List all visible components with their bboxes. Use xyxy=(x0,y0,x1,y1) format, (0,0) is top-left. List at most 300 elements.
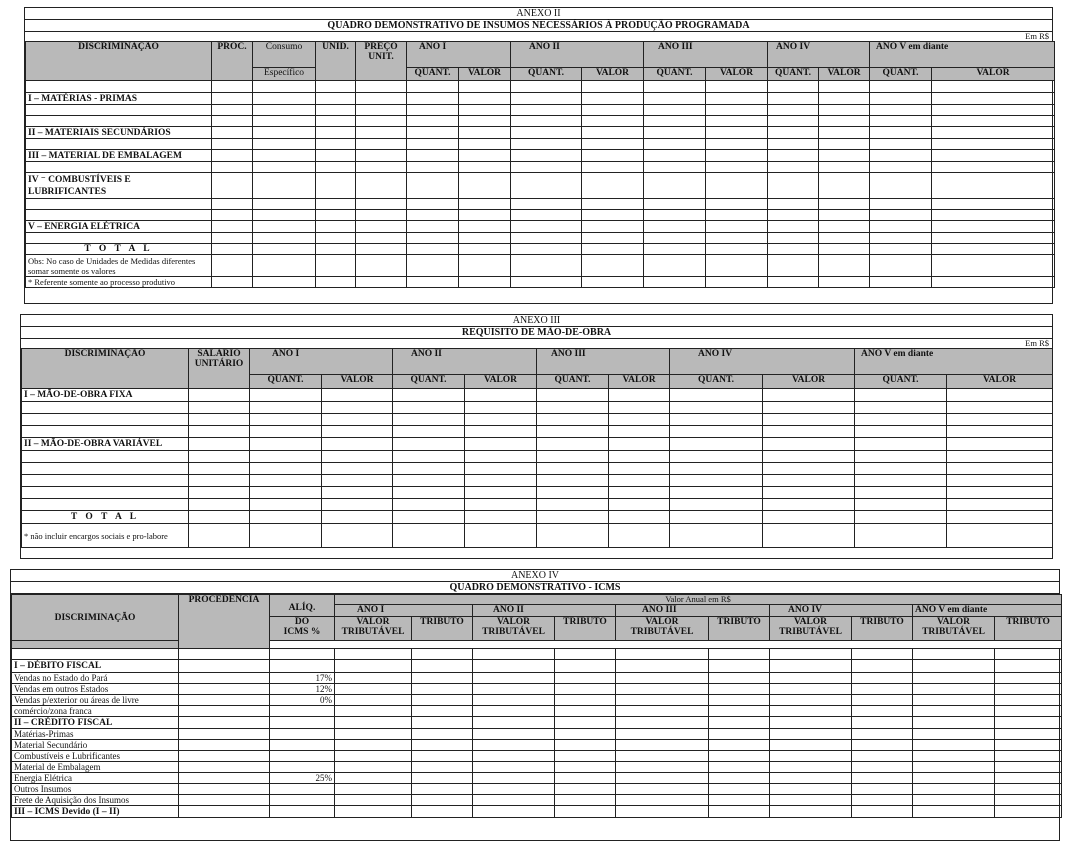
input-cell[interactable] xyxy=(407,173,459,199)
input-cell[interactable] xyxy=(322,451,393,463)
input-cell[interactable] xyxy=(555,649,616,660)
input-cell[interactable] xyxy=(212,233,253,244)
input-cell[interactable] xyxy=(947,451,1053,463)
input-cell[interactable] xyxy=(537,414,609,426)
input-cell[interactable] xyxy=(819,233,870,244)
input-cell[interactable] xyxy=(609,475,670,487)
input-cell[interactable] xyxy=(644,150,706,162)
input-cell[interactable] xyxy=(393,524,465,548)
input-cell[interactable] xyxy=(768,199,819,210)
input-cell[interactable] xyxy=(709,729,770,740)
input-cell[interactable] xyxy=(316,127,356,139)
input-cell[interactable] xyxy=(616,751,709,762)
input-cell[interactable] xyxy=(537,475,609,487)
input-cell[interactable] xyxy=(768,233,819,244)
input-cell[interactable] xyxy=(870,244,932,255)
input-cell[interactable] xyxy=(537,511,609,524)
input-cell[interactable] xyxy=(706,221,768,233)
input-cell[interactable] xyxy=(473,706,555,717)
input-cell[interactable] xyxy=(706,233,768,244)
input-cell[interactable] xyxy=(582,139,644,150)
input-cell[interactable] xyxy=(407,105,459,116)
input-cell[interactable] xyxy=(855,451,947,463)
input-cell[interactable] xyxy=(709,695,770,706)
input-cell[interactable] xyxy=(511,173,582,199)
input-cell[interactable] xyxy=(644,221,706,233)
input-cell[interactable] xyxy=(670,451,763,463)
input-cell[interactable] xyxy=(316,277,356,288)
input-cell[interactable] xyxy=(316,116,356,127)
input-cell[interactable] xyxy=(770,660,852,673)
input-cell[interactable] xyxy=(459,199,511,210)
input-cell[interactable] xyxy=(995,717,1062,729)
input-cell[interactable] xyxy=(582,162,644,173)
input-cell[interactable] xyxy=(616,762,709,773)
input-cell[interactable] xyxy=(852,729,913,740)
input-cell[interactable] xyxy=(253,210,316,221)
input-cell[interactable] xyxy=(393,438,465,451)
input-cell[interactable] xyxy=(253,173,316,199)
input-cell[interactable] xyxy=(706,162,768,173)
input-cell[interactable] xyxy=(511,255,582,277)
input-cell[interactable] xyxy=(609,487,670,499)
input-cell[interactable] xyxy=(511,162,582,173)
input-cell[interactable] xyxy=(511,105,582,116)
input-cell[interactable] xyxy=(250,487,322,499)
input-cell[interactable] xyxy=(407,244,459,255)
input-cell[interactable] xyxy=(459,150,511,162)
input-cell[interactable] xyxy=(473,684,555,695)
input-cell[interactable] xyxy=(852,806,913,818)
input-cell[interactable] xyxy=(609,426,670,438)
input-cell[interactable] xyxy=(322,438,393,451)
input-cell[interactable] xyxy=(932,233,1055,244)
input-cell[interactable] xyxy=(855,511,947,524)
input-cell[interactable] xyxy=(870,277,932,288)
input-cell[interactable] xyxy=(913,740,995,751)
input-cell[interactable] xyxy=(537,499,609,511)
input-cell[interactable] xyxy=(212,116,253,127)
input-cell[interactable] xyxy=(465,463,537,475)
input-cell[interactable] xyxy=(763,389,855,402)
input-cell[interactable] xyxy=(819,210,870,221)
input-cell[interactable] xyxy=(913,684,995,695)
input-cell[interactable] xyxy=(913,773,995,784)
input-cell[interactable] xyxy=(644,244,706,255)
input-cell[interactable] xyxy=(250,499,322,511)
input-cell[interactable] xyxy=(555,660,616,673)
input-cell[interactable] xyxy=(947,426,1053,438)
input-cell[interactable] xyxy=(947,499,1053,511)
input-cell[interactable] xyxy=(995,762,1062,773)
input-cell[interactable] xyxy=(212,81,253,93)
input-cell[interactable] xyxy=(709,649,770,660)
input-cell[interactable] xyxy=(819,116,870,127)
input-cell[interactable] xyxy=(855,426,947,438)
input-cell[interactable] xyxy=(412,673,473,684)
input-cell[interactable] xyxy=(189,463,250,475)
input-cell[interactable] xyxy=(932,244,1055,255)
input-cell[interactable] xyxy=(852,717,913,729)
input-cell[interactable] xyxy=(322,499,393,511)
input-cell[interactable] xyxy=(616,729,709,740)
input-cell[interactable] xyxy=(335,649,412,660)
input-cell[interactable] xyxy=(995,795,1062,806)
input-cell[interactable] xyxy=(670,475,763,487)
input-cell[interactable] xyxy=(609,438,670,451)
input-cell[interactable] xyxy=(706,127,768,139)
input-cell[interactable] xyxy=(393,389,465,402)
input-cell[interactable] xyxy=(616,784,709,795)
input-cell[interactable] xyxy=(768,93,819,105)
input-cell[interactable] xyxy=(709,784,770,795)
input-cell[interactable] xyxy=(473,729,555,740)
input-cell[interactable] xyxy=(995,660,1062,673)
input-cell[interactable] xyxy=(555,784,616,795)
input-cell[interactable] xyxy=(407,116,459,127)
input-cell[interactable] xyxy=(947,414,1053,426)
input-cell[interactable] xyxy=(189,402,250,414)
input-cell[interactable] xyxy=(770,740,852,751)
input-cell[interactable] xyxy=(870,233,932,244)
input-cell[interactable] xyxy=(819,244,870,255)
input-cell[interactable] xyxy=(932,162,1055,173)
input-cell[interactable] xyxy=(473,773,555,784)
input-cell[interactable] xyxy=(511,221,582,233)
input-cell[interactable] xyxy=(465,438,537,451)
procedencia-cell[interactable] xyxy=(179,660,270,673)
input-cell[interactable] xyxy=(582,173,644,199)
input-cell[interactable] xyxy=(335,695,412,706)
input-cell[interactable] xyxy=(555,717,616,729)
input-cell[interactable] xyxy=(393,426,465,438)
input-cell[interactable] xyxy=(709,795,770,806)
input-cell[interactable] xyxy=(356,255,407,277)
input-cell[interactable] xyxy=(212,173,253,199)
input-cell[interactable] xyxy=(253,221,316,233)
input-cell[interactable] xyxy=(322,511,393,524)
input-cell[interactable] xyxy=(473,660,555,673)
input-cell[interactable] xyxy=(253,105,316,116)
input-cell[interactable] xyxy=(555,773,616,784)
input-cell[interactable] xyxy=(253,162,316,173)
input-cell[interactable] xyxy=(407,162,459,173)
input-cell[interactable] xyxy=(870,255,932,277)
input-cell[interactable] xyxy=(555,684,616,695)
input-cell[interactable] xyxy=(412,773,473,784)
input-cell[interactable] xyxy=(459,139,511,150)
input-cell[interactable] xyxy=(947,487,1053,499)
input-cell[interactable] xyxy=(768,277,819,288)
input-cell[interactable] xyxy=(250,426,322,438)
input-cell[interactable] xyxy=(670,463,763,475)
input-cell[interactable] xyxy=(852,773,913,784)
input-cell[interactable] xyxy=(335,773,412,784)
input-cell[interactable] xyxy=(537,402,609,414)
input-cell[interactable] xyxy=(819,139,870,150)
input-cell[interactable] xyxy=(709,740,770,751)
input-cell[interactable] xyxy=(335,706,412,717)
input-cell[interactable] xyxy=(644,93,706,105)
input-cell[interactable] xyxy=(189,451,250,463)
input-cell[interactable] xyxy=(253,127,316,139)
input-cell[interactable] xyxy=(335,795,412,806)
procedencia-cell[interactable] xyxy=(179,729,270,740)
input-cell[interactable] xyxy=(393,414,465,426)
input-cell[interactable] xyxy=(932,173,1055,199)
input-cell[interactable] xyxy=(644,81,706,93)
input-cell[interactable] xyxy=(356,233,407,244)
input-cell[interactable] xyxy=(459,210,511,221)
input-cell[interactable] xyxy=(356,105,407,116)
input-cell[interactable] xyxy=(855,389,947,402)
input-cell[interactable] xyxy=(855,524,947,548)
input-cell[interactable] xyxy=(763,475,855,487)
input-cell[interactable] xyxy=(189,414,250,426)
input-cell[interactable] xyxy=(412,684,473,695)
input-cell[interactable] xyxy=(644,233,706,244)
input-cell[interactable] xyxy=(356,127,407,139)
procedencia-cell[interactable] xyxy=(179,795,270,806)
procedencia-cell[interactable] xyxy=(179,751,270,762)
input-cell[interactable] xyxy=(770,751,852,762)
input-cell[interactable] xyxy=(706,93,768,105)
input-cell[interactable] xyxy=(253,139,316,150)
procedencia-cell[interactable] xyxy=(179,695,270,706)
input-cell[interactable] xyxy=(995,695,1062,706)
input-cell[interactable] xyxy=(537,487,609,499)
input-cell[interactable] xyxy=(582,277,644,288)
input-cell[interactable] xyxy=(932,93,1055,105)
input-cell[interactable] xyxy=(932,150,1055,162)
input-cell[interactable] xyxy=(316,162,356,173)
procedencia-cell[interactable] xyxy=(179,684,270,695)
input-cell[interactable] xyxy=(709,673,770,684)
input-cell[interactable] xyxy=(250,402,322,414)
input-cell[interactable] xyxy=(253,244,316,255)
input-cell[interactable] xyxy=(855,487,947,499)
input-cell[interactable] xyxy=(616,660,709,673)
input-cell[interactable] xyxy=(670,402,763,414)
input-cell[interactable] xyxy=(670,511,763,524)
input-cell[interactable] xyxy=(459,221,511,233)
input-cell[interactable] xyxy=(473,695,555,706)
input-cell[interactable] xyxy=(609,511,670,524)
input-cell[interactable] xyxy=(947,402,1053,414)
input-cell[interactable] xyxy=(212,244,253,255)
input-cell[interactable] xyxy=(393,451,465,463)
input-cell[interactable] xyxy=(770,806,852,818)
input-cell[interactable] xyxy=(870,173,932,199)
input-cell[interactable] xyxy=(768,81,819,93)
input-cell[interactable] xyxy=(356,199,407,210)
input-cell[interactable] xyxy=(913,717,995,729)
input-cell[interactable] xyxy=(316,210,356,221)
input-cell[interactable] xyxy=(768,255,819,277)
input-cell[interactable] xyxy=(763,463,855,475)
input-cell[interactable] xyxy=(913,762,995,773)
input-cell[interactable] xyxy=(407,199,459,210)
input-cell[interactable] xyxy=(913,795,995,806)
procedencia-cell[interactable] xyxy=(179,706,270,717)
input-cell[interactable] xyxy=(316,221,356,233)
input-cell[interactable] xyxy=(189,524,250,548)
input-cell[interactable] xyxy=(852,784,913,795)
input-cell[interactable] xyxy=(412,717,473,729)
input-cell[interactable] xyxy=(511,233,582,244)
input-cell[interactable] xyxy=(212,221,253,233)
input-cell[interactable] xyxy=(768,244,819,255)
input-cell[interactable] xyxy=(412,660,473,673)
input-cell[interactable] xyxy=(852,684,913,695)
input-cell[interactable] xyxy=(670,389,763,402)
input-cell[interactable] xyxy=(537,438,609,451)
input-cell[interactable] xyxy=(316,81,356,93)
input-cell[interactable] xyxy=(582,81,644,93)
input-cell[interactable] xyxy=(253,199,316,210)
input-cell[interactable] xyxy=(616,717,709,729)
input-cell[interactable] xyxy=(644,105,706,116)
input-cell[interactable] xyxy=(356,116,407,127)
input-cell[interactable] xyxy=(335,729,412,740)
input-cell[interactable] xyxy=(189,499,250,511)
input-cell[interactable] xyxy=(870,127,932,139)
input-cell[interactable] xyxy=(706,244,768,255)
input-cell[interactable] xyxy=(356,162,407,173)
input-cell[interactable] xyxy=(706,116,768,127)
input-cell[interactable] xyxy=(709,660,770,673)
input-cell[interactable] xyxy=(770,717,852,729)
input-cell[interactable] xyxy=(852,673,913,684)
input-cell[interactable] xyxy=(459,162,511,173)
input-cell[interactable] xyxy=(995,649,1062,660)
input-cell[interactable] xyxy=(913,784,995,795)
input-cell[interactable] xyxy=(644,139,706,150)
input-cell[interactable] xyxy=(706,150,768,162)
input-cell[interactable] xyxy=(870,221,932,233)
input-cell[interactable] xyxy=(555,751,616,762)
input-cell[interactable] xyxy=(706,81,768,93)
input-cell[interactable] xyxy=(770,795,852,806)
input-cell[interactable] xyxy=(212,255,253,277)
input-cell[interactable] xyxy=(473,784,555,795)
input-cell[interactable] xyxy=(555,806,616,818)
input-cell[interactable] xyxy=(582,210,644,221)
input-cell[interactable] xyxy=(459,93,511,105)
input-cell[interactable] xyxy=(616,649,709,660)
input-cell[interactable] xyxy=(995,706,1062,717)
input-cell[interactable] xyxy=(670,426,763,438)
input-cell[interactable] xyxy=(763,426,855,438)
input-cell[interactable] xyxy=(819,81,870,93)
input-cell[interactable] xyxy=(763,511,855,524)
input-cell[interactable] xyxy=(393,511,465,524)
input-cell[interactable] xyxy=(555,673,616,684)
input-cell[interactable] xyxy=(609,451,670,463)
input-cell[interactable] xyxy=(335,740,412,751)
input-cell[interactable] xyxy=(582,199,644,210)
input-cell[interactable] xyxy=(511,93,582,105)
input-cell[interactable] xyxy=(555,695,616,706)
input-cell[interactable] xyxy=(212,105,253,116)
input-cell[interactable] xyxy=(465,511,537,524)
input-cell[interactable] xyxy=(995,684,1062,695)
input-cell[interactable] xyxy=(870,162,932,173)
input-cell[interactable] xyxy=(356,173,407,199)
input-cell[interactable] xyxy=(189,426,250,438)
input-cell[interactable] xyxy=(644,255,706,277)
input-cell[interactable] xyxy=(412,762,473,773)
procedencia-cell[interactable] xyxy=(179,673,270,684)
input-cell[interactable] xyxy=(212,162,253,173)
input-cell[interactable] xyxy=(316,199,356,210)
input-cell[interactable] xyxy=(768,221,819,233)
input-cell[interactable] xyxy=(356,93,407,105)
input-cell[interactable] xyxy=(582,127,644,139)
input-cell[interactable] xyxy=(819,105,870,116)
input-cell[interactable] xyxy=(763,487,855,499)
input-cell[interactable] xyxy=(459,127,511,139)
input-cell[interactable] xyxy=(322,389,393,402)
input-cell[interactable] xyxy=(322,524,393,548)
input-cell[interactable] xyxy=(947,463,1053,475)
input-cell[interactable] xyxy=(855,499,947,511)
input-cell[interactable] xyxy=(768,150,819,162)
input-cell[interactable] xyxy=(616,773,709,784)
input-cell[interactable] xyxy=(407,81,459,93)
input-cell[interactable] xyxy=(870,93,932,105)
input-cell[interactable] xyxy=(537,426,609,438)
procedencia-cell[interactable] xyxy=(179,740,270,751)
input-cell[interactable] xyxy=(616,706,709,717)
input-cell[interactable] xyxy=(253,233,316,244)
input-cell[interactable] xyxy=(322,402,393,414)
input-cell[interactable] xyxy=(770,684,852,695)
procedencia-cell[interactable] xyxy=(179,784,270,795)
input-cell[interactable] xyxy=(582,233,644,244)
input-cell[interactable] xyxy=(932,210,1055,221)
input-cell[interactable] xyxy=(316,93,356,105)
input-cell[interactable] xyxy=(870,105,932,116)
input-cell[interactable] xyxy=(407,210,459,221)
input-cell[interactable] xyxy=(706,210,768,221)
input-cell[interactable] xyxy=(995,806,1062,818)
input-cell[interactable] xyxy=(870,210,932,221)
input-cell[interactable] xyxy=(212,127,253,139)
input-cell[interactable] xyxy=(212,150,253,162)
input-cell[interactable] xyxy=(393,475,465,487)
input-cell[interactable] xyxy=(473,795,555,806)
input-cell[interactable] xyxy=(459,105,511,116)
input-cell[interactable] xyxy=(644,277,706,288)
input-cell[interactable] xyxy=(932,116,1055,127)
input-cell[interactable] xyxy=(189,389,250,402)
input-cell[interactable] xyxy=(913,706,995,717)
input-cell[interactable] xyxy=(855,438,947,451)
input-cell[interactable] xyxy=(407,139,459,150)
input-cell[interactable] xyxy=(582,150,644,162)
input-cell[interactable] xyxy=(819,93,870,105)
input-cell[interactable] xyxy=(511,244,582,255)
input-cell[interactable] xyxy=(768,162,819,173)
input-cell[interactable] xyxy=(709,684,770,695)
input-cell[interactable] xyxy=(465,451,537,463)
input-cell[interactable] xyxy=(770,773,852,784)
input-cell[interactable] xyxy=(819,199,870,210)
input-cell[interactable] xyxy=(459,244,511,255)
input-cell[interactable] xyxy=(412,740,473,751)
input-cell[interactable] xyxy=(644,127,706,139)
